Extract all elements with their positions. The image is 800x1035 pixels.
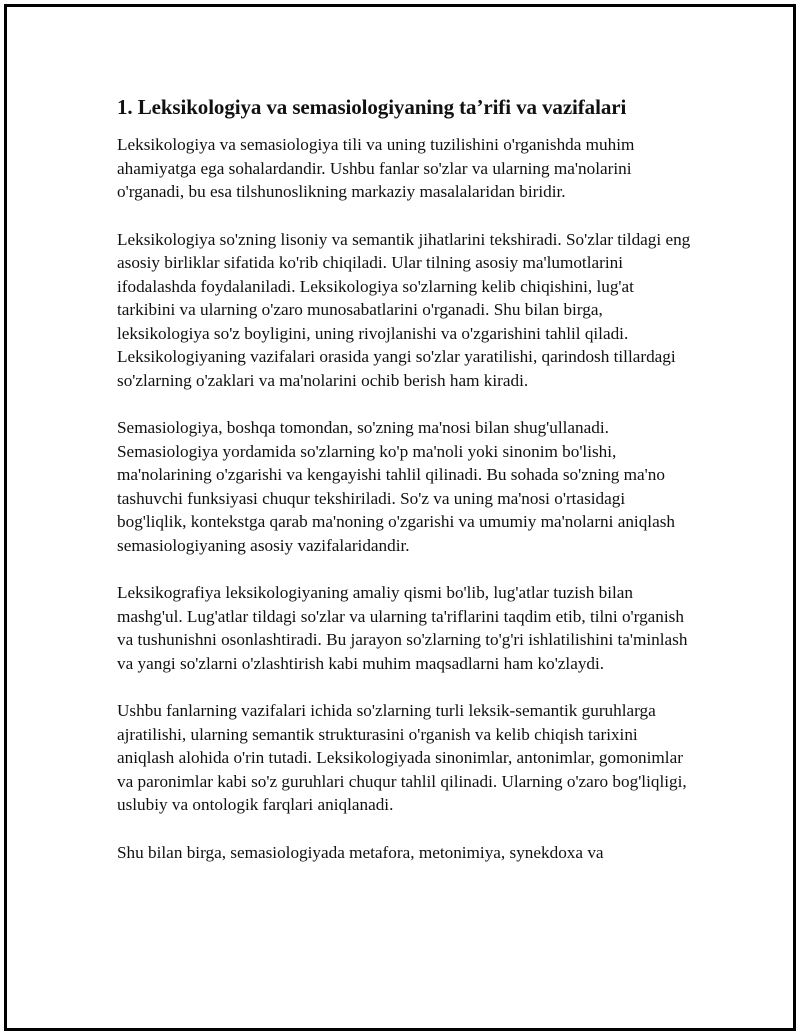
paragraph-intro: Leksikologiya va semasiologiya tili va uning tuzilishini o'rganishda muhim ahamiyatga ega sohalardandir. Ushbu fanlar so'zlar va ularning ma'nolarini o'rganadi, bu esa tilshunoslikning markaziy masalalaridan biridir. [117,135,635,201]
paragraph-leksikologiya: Leksikologiya so'zning lisoniy va semantik jihatlarini tekshiradi. So'zlar tildagi eng asosiy birliklar sifatida ko'rib chiqiladi. Ular tilning asosiy ma'lumotlarini ifodalashda foydalaniladi. Leksikologiya so'zlarning kelib chiqishini, lug'at tarkibini va ularning o'zaro munosabatlarini o'rganadi. Shu bilan birga, leksikologiya so'z boyligini, uning rivojlanishi va o'zgarishini tahlil qiladi. Leksikologiyaning vazifalari orasida yangi so'zlar yaratilishi, qarindosh tillardagi so'zlarning o'zaklari va ma'nolarini ochib berish ham kiradi. [117,229,691,390]
section-heading: 1. Leksikologiya va semasiologiyaning ta’rifi va vazifalari [117,95,627,119]
paragraph-semasiologiya: Semasiologiya, boshqa tomondan, so'zning ma'nosi bilan shug'ullanadi. Semasiologiya yordamida so'zlarning ko'p ma'noli yoki sinonim bo'lishi, ma'nolarining o'zgarishi va kengayishi tahlil qilinadi. Bu sohada so'zning ma'no tashuvchi funksiyasi chuqur tekshiriladi. So'z va uning ma'nosi o'rtasidagi bog'liqlik, kontekstga qarab ma'noning o'zgarishi va umumiy ma'nolarni aniqlash semasiologiyaning asosiy vazifalaridandir. [117,418,675,555]
paragraph-vazifalar: Ushbu fanlarning vazifalari ichida so'zlarning turli leksik-semantik guruhlarga ajratilishi, ularning semantik strukturasini o'rganish va kelib chiqish tarixini aniqlash alohida o'rin tutadi. Leksikologiyada sinonimlar, antonimlar, gomonimlar va paronimlar kabi so'z guruhlari chuqur tahlil qilinadi. Ularning o'zaro bog'liqligi, uslubiy va ontologik farqlari aniqlanadi. [117,701,687,814]
paragraph-continuation: Shu bilan birga, semasiologiyada metafora, metonimiya, synekdoxa va [117,842,604,862]
document-body [117,94,692,888]
paragraph-leksikografiya: Leksikografiya leksikologiyaning amaliy qismi bo'lib, lug'atlar tuzish bilan mashg'ul. Lug'atlar tildagi so'zlar va ularning ta'riflarini taqdim etib, tilni o'rganish va tushunishni osonlashtiradi. Bu jarayon so'zlarning to'g'ri ishlatilishini ta'minlash va yangi so'zlarni o'zlashtirish kabi muhim maqsadlarni ham ko'zlaydi. [117,583,688,673]
